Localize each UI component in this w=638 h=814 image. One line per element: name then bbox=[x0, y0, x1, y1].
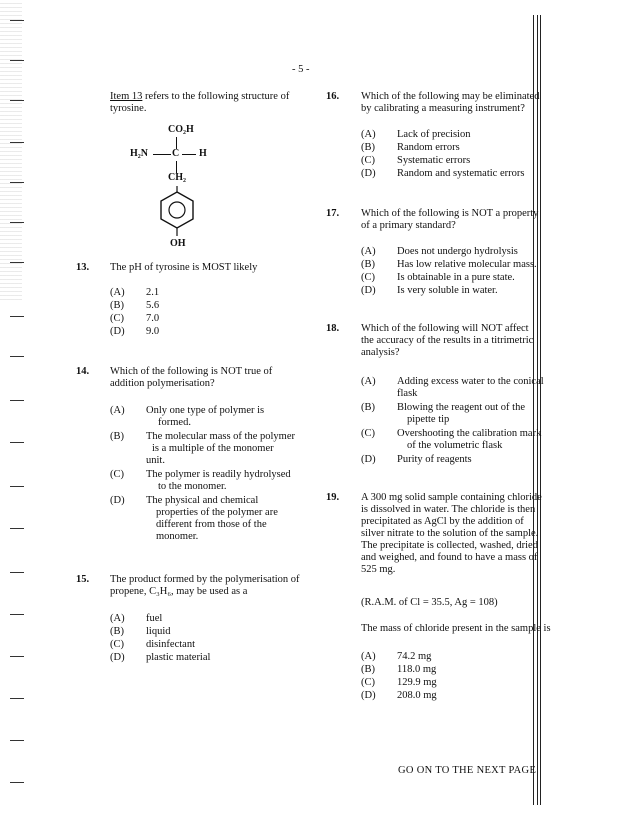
margin-mark bbox=[10, 142, 24, 143]
q16-option-d: (D) Random and systematic errors bbox=[361, 168, 525, 179]
binding-edge bbox=[0, 0, 22, 300]
q19-option-b: (B) 118.0 mg bbox=[361, 664, 437, 675]
margin-mark bbox=[10, 60, 24, 61]
q13-option-a: (A) 2.1 bbox=[110, 287, 160, 298]
margin-mark bbox=[10, 656, 24, 657]
q13-option-c: (C) 7.0 bbox=[110, 313, 160, 324]
q14-option-b: (B) The molecular mass of the polymer is a multiple of the monomer unit. bbox=[110, 431, 295, 466]
q17-option-c: (C) Is obtainable in a pure state. bbox=[361, 272, 515, 283]
structure-carbon: C bbox=[172, 148, 180, 159]
margin-mark bbox=[10, 740, 24, 741]
question-15-stem: The product formed by the polymerisation of propene, C₃H₆, may be used as a bbox=[110, 574, 300, 597]
structure-amine: H₂N bbox=[130, 148, 148, 159]
margin-mark bbox=[10, 528, 24, 529]
question-13-stem: The pH of tyrosine is MOST likely bbox=[110, 262, 258, 273]
question-19-prompt: The mass of chloride present in the sample is bbox=[361, 623, 551, 634]
structure-ch2: CH₂ bbox=[168, 172, 186, 183]
margin-mark bbox=[10, 222, 24, 223]
question-16-number: 16. bbox=[326, 91, 340, 102]
question-18-stem: Which of the following will NOT affect the accuracy of the results in a titrimetric analysis? bbox=[361, 323, 534, 358]
q15-option-a: (A) fuel bbox=[110, 613, 163, 624]
q14-option-d: (D) The physical and chemical properties of the polymer are different from those of the monomer. bbox=[110, 495, 278, 542]
margin-mark bbox=[10, 20, 24, 21]
margin-mark bbox=[10, 698, 24, 699]
q16-option-a: (A) Lack of precision bbox=[361, 129, 471, 140]
q18-option-c: (C) Overshooting the calibration mark of the volumetric flask bbox=[361, 428, 542, 451]
q18-option-a: (A) Adding excess water to the conical flask bbox=[361, 376, 544, 399]
margin-mark bbox=[10, 400, 24, 401]
q19-option-d: (D) 208.0 mg bbox=[361, 690, 437, 701]
margin-mark bbox=[10, 572, 24, 573]
margin-mark bbox=[10, 442, 24, 443]
q19-option-c: (C) 129.9 mg bbox=[361, 677, 437, 688]
margin-mark bbox=[10, 782, 24, 783]
margin-mark bbox=[10, 486, 24, 487]
q17-option-a: (A) Does not undergo hydrolysis bbox=[361, 246, 518, 257]
q15-option-c: (C) disinfectant bbox=[110, 639, 195, 650]
margin-mark bbox=[10, 356, 24, 357]
ram-note: (R.A.M. of Cl = 35.5, Ag = 108) bbox=[361, 597, 498, 608]
q19-option-a: (A) 74.2 mg bbox=[361, 651, 432, 662]
margin-mark bbox=[10, 182, 24, 183]
page-number: - 5 - bbox=[292, 64, 310, 75]
structure-hydrogen: H bbox=[199, 148, 207, 159]
footer-next-page: GO ON TO THE NEXT PAGE bbox=[398, 765, 537, 776]
q13-option-d: (D) 9.0 bbox=[110, 326, 160, 337]
margin-mark bbox=[10, 316, 24, 317]
question-13-number: 13. bbox=[76, 262, 90, 273]
benzene-ring-icon bbox=[155, 186, 199, 238]
q15-option-b: (B) liquid bbox=[110, 626, 171, 637]
question-17-number: 17. bbox=[326, 208, 340, 219]
question-19-number: 19. bbox=[326, 492, 340, 503]
q15-option-d: (D) plastic material bbox=[110, 652, 211, 663]
question-17-stem: Which of the following is NOT a property of a primary standard? bbox=[361, 208, 539, 231]
question-15-number: 15. bbox=[76, 574, 90, 585]
margin-mark bbox=[10, 262, 24, 263]
q17-option-d: (D) Is very soluble in water. bbox=[361, 285, 498, 296]
margin-mark bbox=[10, 614, 24, 615]
q17-option-b: (B) Has low relative molecular mass. bbox=[361, 259, 537, 270]
q13-option-b: (B) 5.6 bbox=[110, 300, 160, 311]
question-16-stem: Which of the following may be eliminated by calibrating a measuring instrument? bbox=[361, 91, 540, 114]
q14-option-a: (A) Only one type of polymer is formed. bbox=[110, 405, 265, 428]
intro-text: Item 13 refers to the following structure of tyrosine. bbox=[110, 91, 290, 114]
q18-option-b: (B) Blowing the reagent out of the pipette tip bbox=[361, 402, 526, 425]
question-19-stem: A 300 mg solid sample containing chloride is dissolved in water. The chloride is then precipitated as AgCl by the addition of silver nitrate to the solution of the sample. The precipitate is collected, washed, dried and weighed, and found to have a mass of 525 mg. bbox=[361, 492, 542, 575]
structure-carboxyl: CO₂H bbox=[168, 124, 194, 135]
question-18-number: 18. bbox=[326, 323, 340, 334]
q16-option-b: (B) Random errors bbox=[361, 142, 460, 153]
q18-option-d: (D) Purity of reagents bbox=[361, 454, 472, 465]
question-14-stem: Which of the following is NOT true of addition polymerisation? bbox=[110, 366, 273, 389]
question-14-number: 14. bbox=[76, 366, 90, 377]
q16-option-c: (C) Systematic errors bbox=[361, 155, 471, 166]
tyrosine-structure bbox=[125, 120, 235, 250]
margin-mark bbox=[10, 100, 24, 101]
structure-hydroxyl: OH bbox=[170, 238, 186, 249]
q14-option-c: (C) The polymer is readily hydrolysed to the monomer. bbox=[110, 469, 291, 492]
